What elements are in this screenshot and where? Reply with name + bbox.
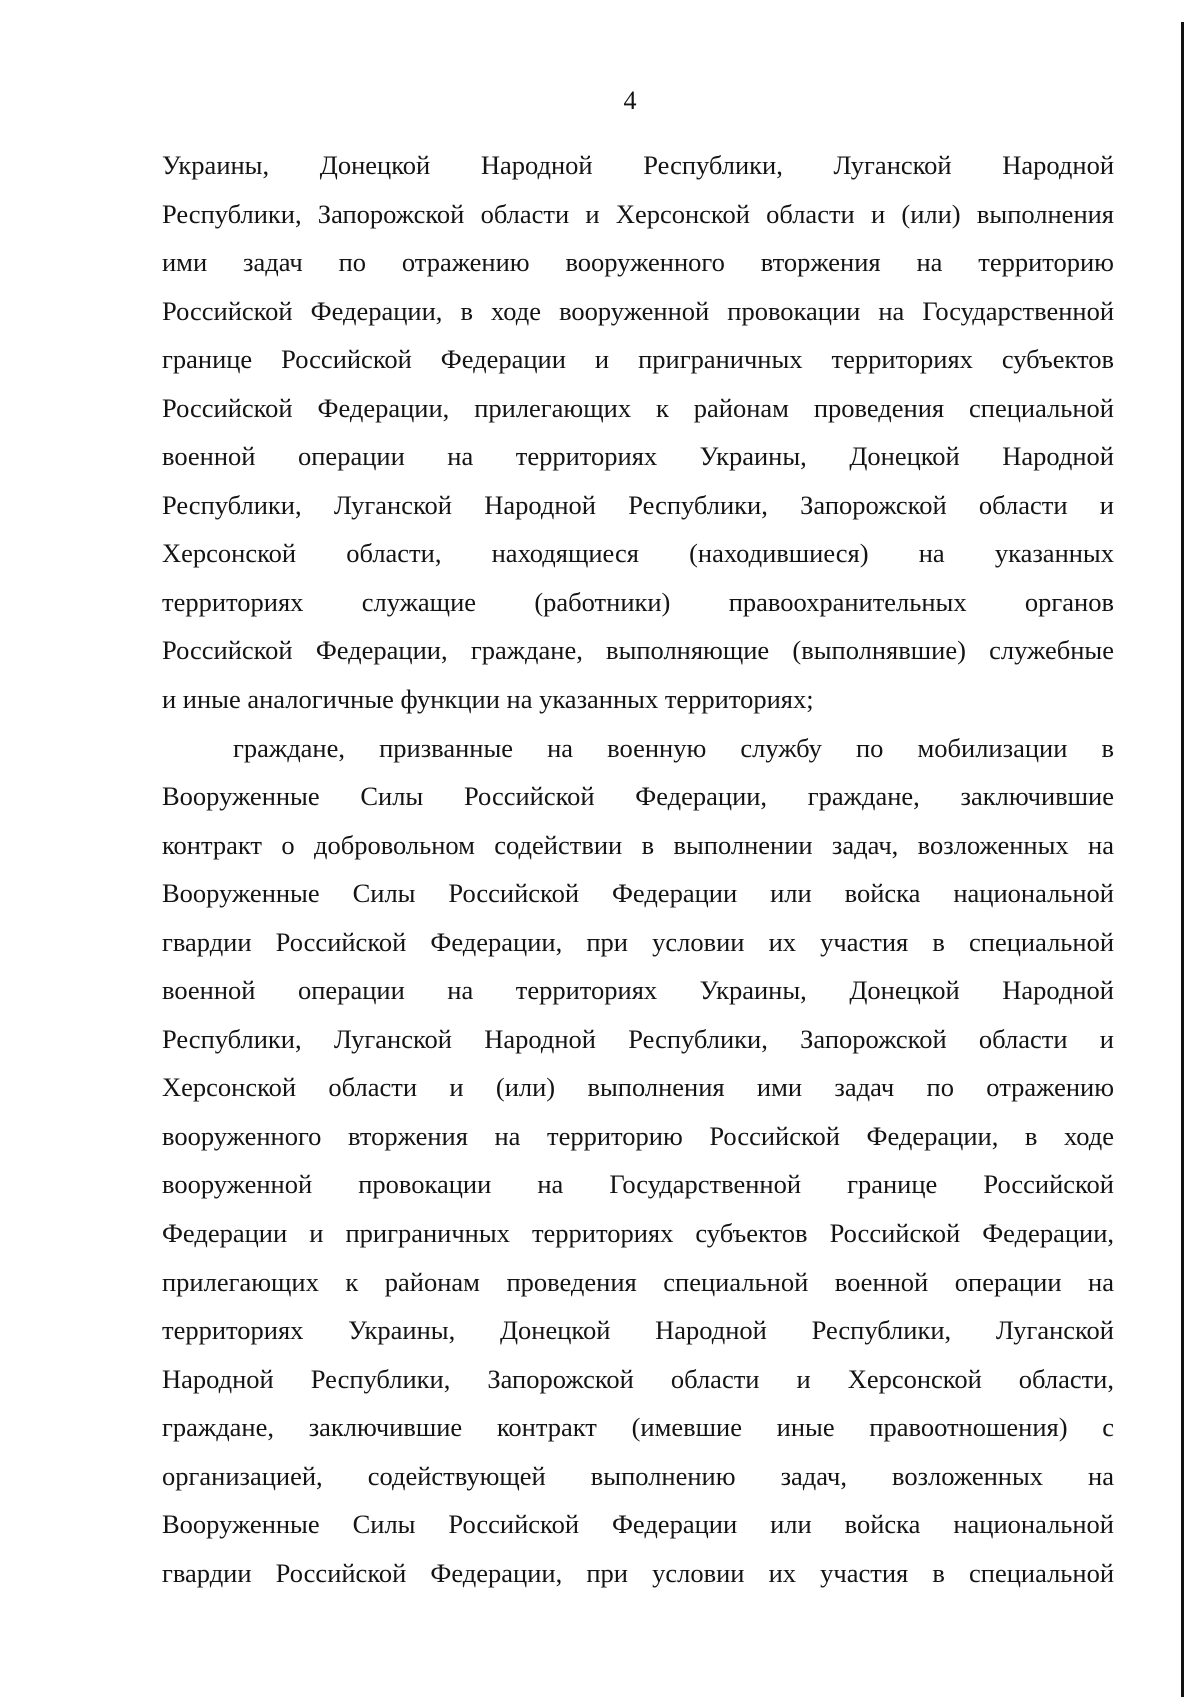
- text-line: Вооруженные Силы Российской Федерации или войска национальной: [162, 878, 1114, 909]
- text-line: прилегающих к районам проведения специальной военной операции на: [162, 1266, 1114, 1297]
- body-text: [162, 141, 1114, 1597]
- text-line: Российской Федерации, в ходе вооруженной провокации на Государственной: [162, 295, 1114, 326]
- text-line: территориях Украины, Донецкой Народной Республики, Луганской: [162, 1315, 1114, 1346]
- text-line: военной операции на территориях Украины, Донецкой Народной: [162, 441, 1114, 472]
- text-line: Украины, Донецкой Народной Республики, Луганской Народной: [162, 150, 1114, 180]
- text-line: гвардии Российской Федерации, при условии их участия в специальной: [162, 1557, 1114, 1588]
- text-line: Федерации и приграничных территориях субъектов Российской Федерации,: [162, 1218, 1114, 1249]
- text-line: Херсонской области и (или) выполнения ими задач по отражению: [162, 1072, 1114, 1103]
- scan-edge-line: [1181, 22, 1184, 1697]
- text-line: граждане, призванные на военную службу по мобилизации в: [233, 732, 1114, 763]
- text-line: вооруженной провокации на Государственной границе Российской: [162, 1169, 1114, 1200]
- text-line: Российской Федерации, граждане, выполняющие (выполнявшие) служебные: [162, 635, 1114, 666]
- text-line: вооруженного вторжения на территорию Российской Федерации, в ходе: [162, 1120, 1114, 1151]
- text-line: Республики, Запорожской области и Херсонской области и (или) выполнения: [162, 198, 1114, 229]
- text-line: Республики, Луганской Народной Республики, Запорожской области и: [162, 489, 1114, 520]
- text-line: Херсонской области, находящиеся (находившиеся) на указанных: [162, 538, 1114, 569]
- text-line: организацией, содействующей выполнению задач, возложенных на: [162, 1460, 1114, 1491]
- text-line: и иные аналогичные функции на указанных территориях;: [162, 684, 814, 715]
- page-number: 4: [623, 86, 637, 115]
- text-line: Вооруженные Силы Российской Федерации или войска национальной: [162, 1509, 1114, 1540]
- text-line: Народной Республики, Запорожской области и Херсонской области,: [162, 1363, 1114, 1394]
- text-line: территориях служащие (работники) правоохранительных органов: [162, 586, 1114, 617]
- text-line: гвардии Российской Федерации, при условии их участия в специальной: [162, 926, 1114, 957]
- text-line: границе Российской Федерации и приграничных территориях субъектов: [162, 344, 1114, 375]
- text-line: Республики, Луганской Народной Республики, Запорожской области и: [162, 1023, 1114, 1054]
- text-line: военной операции на территориях Украины, Донецкой Народной: [162, 975, 1114, 1006]
- text-line: ими задач по отражению вооруженного вторжения на территорию: [162, 247, 1114, 278]
- text-line: контракт о добровольном содействии в выполнении задач, возложенных на: [162, 829, 1114, 860]
- text-line: Российской Федерации, прилегающих к районам проведения специальной: [162, 392, 1114, 423]
- text-line: граждане, заключившие контракт (имевшие иные правоотношения) с: [162, 1412, 1114, 1443]
- text-line: Вооруженные Силы Российской Федерации, граждане, заключившие: [162, 781, 1114, 812]
